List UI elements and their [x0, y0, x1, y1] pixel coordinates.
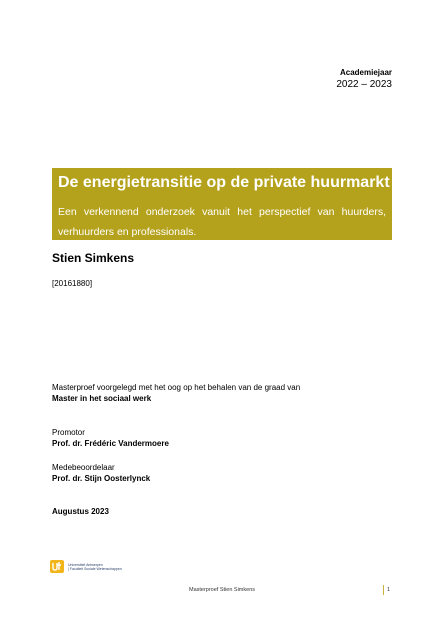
date: Augustus 2023 — [52, 507, 109, 516]
promotor-label: Promotor — [52, 428, 85, 437]
footer-divider — [383, 585, 384, 595]
thesis-subtitle: Een verkennend onderzoek vanuit het perspectief van huurders, verhuurders en professionals. — [58, 206, 386, 238]
logo-text-faculty: | Faculteit Sociale Wetenschappen — [68, 566, 122, 571]
co-assessor-name: Prof. dr. Stijn Oosterlynck — [52, 474, 151, 483]
logo-text — [68, 563, 122, 571]
thesis-title: De energietransitie op de private huurmarkt — [58, 174, 390, 191]
student-id: [20161880] — [52, 279, 93, 288]
university-logo-icon — [50, 560, 64, 573]
academic-year-block — [336, 68, 392, 90]
academic-year-value: 2022 – 2023 — [336, 79, 392, 90]
page-number: 1 — [387, 587, 391, 593]
degree-name: Master in het sociaal werk — [52, 394, 152, 403]
title-box — [52, 168, 392, 240]
promotor-name: Prof. dr. Frédéric Vandermoere — [52, 439, 169, 448]
co-assessor-label: Medebeoordelaar — [52, 463, 115, 472]
footer-center-text: Masterproef Stien Simkens — [188, 587, 256, 593]
academic-year-label: Academiejaar — [339, 68, 392, 77]
degree-intro: Masterproef voorgelegd met het oog op het behalen van de graad van — [52, 383, 301, 392]
university-logo — [50, 560, 122, 573]
logo-text-university: Universiteit Antwerpen — [68, 562, 103, 567]
author-name: Stien Simkens — [52, 251, 135, 265]
